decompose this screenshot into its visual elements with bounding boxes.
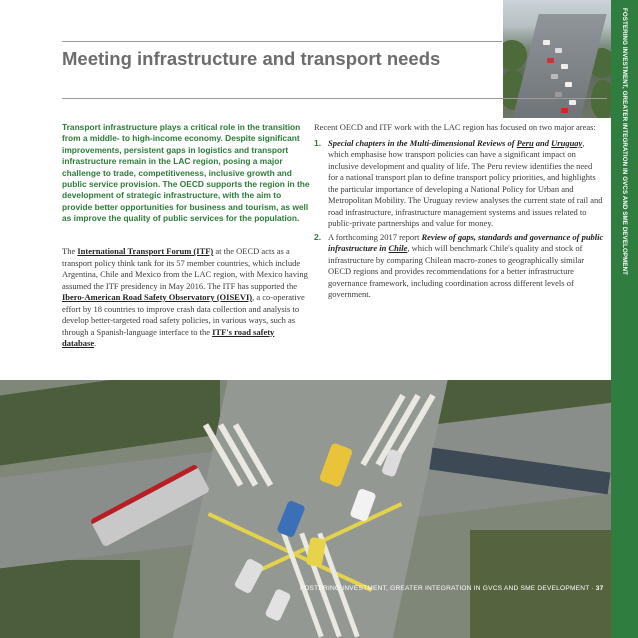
chile-link[interactable]: Chile (388, 243, 408, 253)
right-lead: Recent OECD and ITF work with the LAC region has focused on two major areas: (314, 122, 596, 132)
right-column (314, 122, 604, 303)
text-run: Special chapters in the Multi-dimensional Reviews of (328, 137, 517, 148)
traffic-photo-top (503, 0, 611, 118)
text-run: , which emphasise how transport policies can have a significant impact on inclusive development and quality of life. The Peru review identifies the need for a national transport plan to define transport policy priorities, and highlights the particular importance of developing a National Policy for Urban and Metropolitan Mobility. The Uruguay review analyses the current state of rail and road infrastructure, infrastructure management systems and issues related to public-private partnerships and value for money. (328, 137, 603, 228)
itf-paragraph (62, 246, 310, 350)
text-run: . (94, 338, 97, 348)
focus-areas-list (314, 138, 604, 301)
side-banner-text: FOSTERING INVESTMENT, GREATER INTEGRATION IN GVCS AND SME DEVELOPMENT (621, 8, 628, 276)
list-number: 1. (314, 137, 322, 148)
text-run: and (533, 137, 552, 148)
title-top-rule (62, 41, 502, 42)
uruguay-link[interactable]: Uruguay (551, 137, 583, 148)
list-number: 2. (314, 231, 322, 242)
page-title: Meeting infrastructure and transport needs (62, 48, 441, 69)
list-item (314, 138, 604, 230)
page-footer (300, 585, 604, 592)
text-run: A forthcoming 2017 report (328, 231, 422, 242)
intro-paragraph: Transport infrastructure plays a critical role in the transition from a middle- to high-income economy. Despite significant improvements, persistent gaps in logistics and transport infrastructure remain in the LAC region, posing a major challenge to trade, competitiveness, inclusive growth and public service provision. The OECD supports the region in the development of strategic infrastructure, with the aim to provide better opportunities for business and tourism, as well as improve the quality of public services for the population. (62, 122, 310, 224)
text-run: , a co-operative effort by 18 countries to improve crash data collection and analysis to develop better-targeted road safety policies, in various ways, such as through a Spanish-language interface to the (62, 292, 305, 337)
oisevi-link[interactable]: Ibero-American Road Safety Observatory (OISEVI) (62, 292, 253, 302)
text-run: The (62, 246, 78, 256)
text-run: at the OECD acts as a transport policy think tank for its 57 member countries, which include Argentina, Chile and Mexico from the LAC region, with Mexico having assumed the ITF presidency in May 2016. The ITF has supported the (62, 246, 308, 291)
intersection-photo (0, 380, 611, 638)
text-run: , which will benchmark Chile's quality and stock of infrastructure by comparing Chilean macro-zones to geographically similar OECD regions and provides recommendations for a better infrastructure governance framework, including coordination across different levels of government. (328, 243, 585, 299)
road-safety-database-link[interactable]: ITF's road safety database (62, 326, 275, 348)
title-bottom-rule (62, 98, 607, 99)
footer-text: FOSTERING INVESTMENT, GREATER INTEGRATION IN GVCS AND SME DEVELOPMENT · (300, 585, 596, 592)
peru-link[interactable]: Peru (516, 137, 534, 148)
list-item (314, 232, 604, 301)
text-run: Review of gaps, standards and governance of public infrastructure in (328, 231, 604, 253)
page-number: 37 (595, 585, 604, 592)
itf-link[interactable]: International Transport Forum (ITF) (77, 246, 214, 256)
